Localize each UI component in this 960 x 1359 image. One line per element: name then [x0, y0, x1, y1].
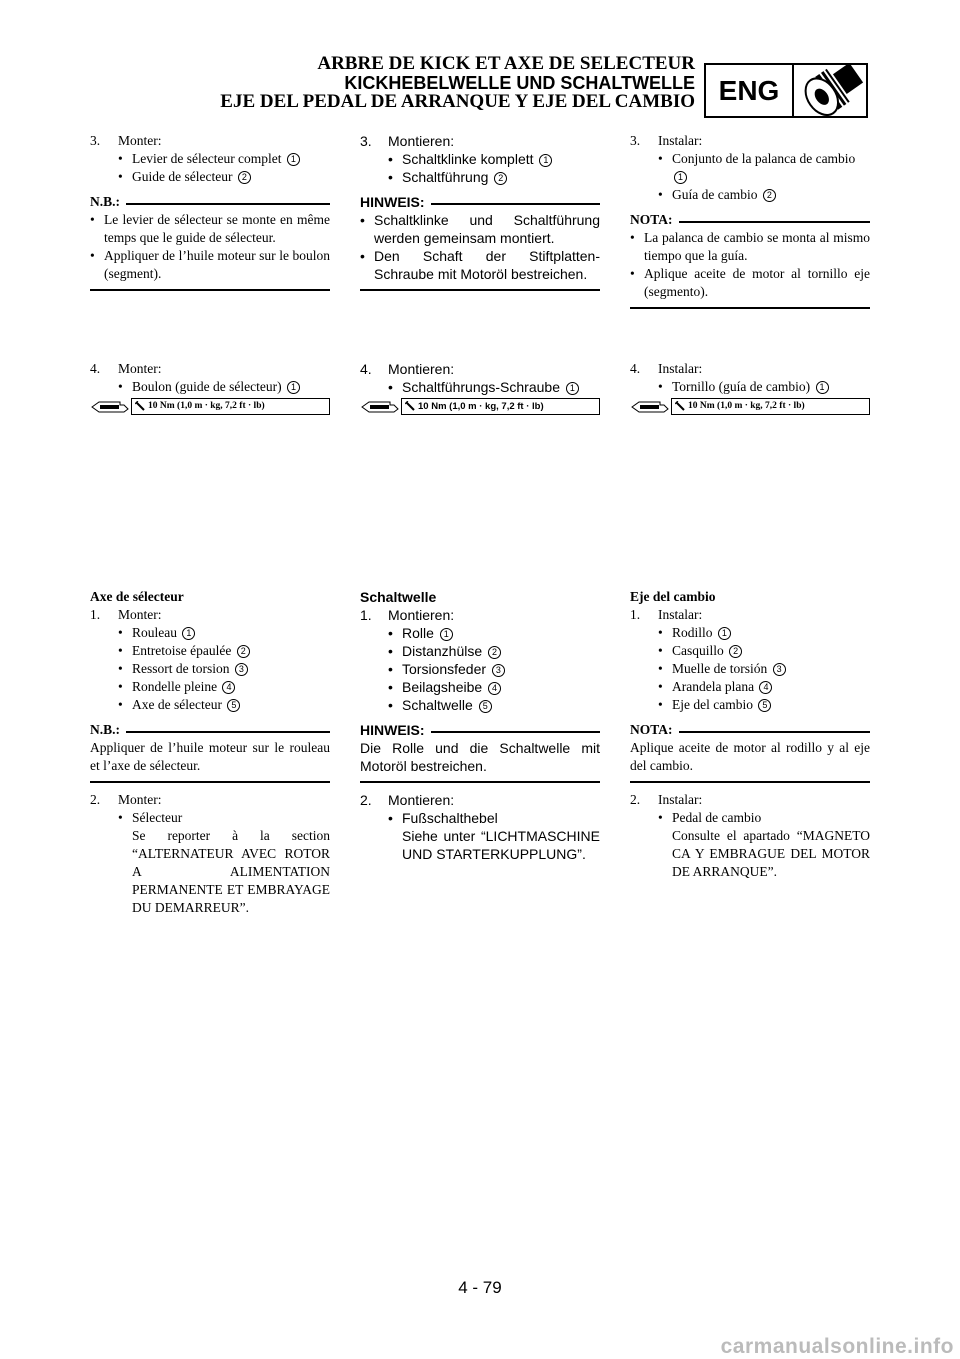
note-text: Aplique aceite de motor al tornillo eje (segmento).: [644, 266, 870, 299]
note-text: Le levier de sélecteur se monte en même temps que le guide de sélecteur.: [104, 212, 330, 245]
torque-icon: [405, 401, 415, 411]
callout-number: 2: [237, 645, 250, 658]
callout-number: 1: [440, 628, 453, 641]
wrench-icon: [630, 400, 670, 414]
note-text: Appliquer de l’huile moteur sur le boulon (segment).: [104, 248, 330, 281]
reference-text: Consulte el apartado “MAGNETO CA Y EMBRAGUE DEL MOTOR DE ARRANQUE”.: [672, 828, 870, 879]
header-title-de: KICKHEBELWELLE UND SCHALTWELLE: [344, 73, 695, 93]
note-heading: HINWEIS:: [360, 193, 600, 211]
note-text: Die Rolle und die Schaltwelle mit Motoröl bestreichen.: [360, 740, 600, 774]
section-title: Eje del cambio: [630, 589, 716, 604]
callout-number: 2: [488, 646, 501, 659]
callout-number: 1: [816, 381, 829, 394]
note-text: Aplique aceite de motor al rodillo y al eje del cambio.: [630, 740, 870, 773]
callout-number: 2: [238, 171, 251, 184]
callout-number: 2: [763, 189, 776, 202]
callout-number: 3: [492, 664, 505, 677]
engine-section-icon: [794, 65, 866, 116]
note-text: Den Schaft der Stiftplatten-Schraube mit Motoröl bestreichen.: [374, 248, 600, 282]
callout-number: 1: [674, 171, 687, 184]
note-text: Schaltklinke und Schaltführung werden gemeinsam montiert.: [374, 212, 600, 246]
step-title: Instalar:: [658, 133, 703, 148]
note-end-rule: [630, 307, 870, 309]
callout-number: 3: [235, 663, 248, 676]
callout-number: 1: [287, 153, 300, 166]
callout-number: 1: [539, 154, 552, 167]
language-badge: [704, 63, 868, 118]
callout-number: 4: [488, 682, 501, 695]
step-title: Montieren:: [388, 133, 455, 149]
torque-icon: [135, 401, 145, 411]
torque-spec: 10 Nm (1,0 m · kg, 7,2 ft · lb): [90, 398, 330, 416]
watermark: carmanualsonline.info: [720, 1335, 954, 1358]
callout-number: 1: [287, 381, 300, 394]
step-title: Monter:: [118, 133, 162, 148]
reference-text: Siehe unter “LICHTMASCHINE UND STARTERKUPPLUNG”.: [402, 828, 600, 862]
page-number: 4 - 79: [458, 1278, 502, 1297]
wrench-icon: [90, 400, 130, 414]
wrench-icon: [360, 400, 400, 414]
callout-number: 4: [759, 681, 772, 694]
callout-number: 2: [729, 645, 742, 658]
header-title-es: EJE DEL PEDAL DE ARRANQUE Y EJE DEL CAMBIO: [220, 91, 695, 112]
note-heading: NOTA:: [630, 721, 870, 739]
callout-number: 2: [494, 172, 507, 185]
callout-number: 5: [479, 700, 492, 713]
torque-spec: 10 Nm (1,0 m · kg, 7,2 ft · lb): [630, 398, 870, 416]
section-title: Axe de sélecteur: [90, 589, 184, 604]
callout-number: 3: [773, 663, 786, 676]
callout-number: 1: [566, 382, 579, 395]
language-badge-label: ENG: [706, 65, 794, 116]
callout-number: 4: [222, 681, 235, 694]
note-heading: N.B.:: [90, 721, 330, 739]
header-title-fr: ARBRE DE KICK ET AXE DE SELECTEUR: [317, 53, 695, 74]
torque-icon: [675, 401, 685, 411]
torque-spec: 10 Nm (1,0 m · kg, 7,2 ft · lb): [360, 398, 600, 416]
callout-number: 5: [758, 699, 771, 712]
section-title: Schaltwelle: [360, 589, 437, 605]
callout-number: 5: [227, 699, 240, 712]
note-heading: NOTA:: [630, 211, 870, 229]
note-end-rule: [90, 289, 330, 291]
reference-text: Se reporter à la section “ALTERNATEUR AVEC ROTOR A ALIMENTATION PERMANENTE ET EMBRAYAGE DU DEMARREUR”.: [132, 828, 330, 915]
note-heading: HINWEIS:: [360, 721, 600, 739]
note-heading: N.B.:: [90, 193, 330, 211]
note-text: La palanca de cambio se monta al mismo tiempo que la guía.: [644, 230, 870, 263]
note-end-rule: [360, 289, 600, 291]
note-text: Appliquer de l’huile moteur sur le rouleau et l’axe de sélecteur.: [90, 740, 330, 773]
callout-number: 1: [182, 627, 195, 640]
callout-number: 1: [718, 627, 731, 640]
